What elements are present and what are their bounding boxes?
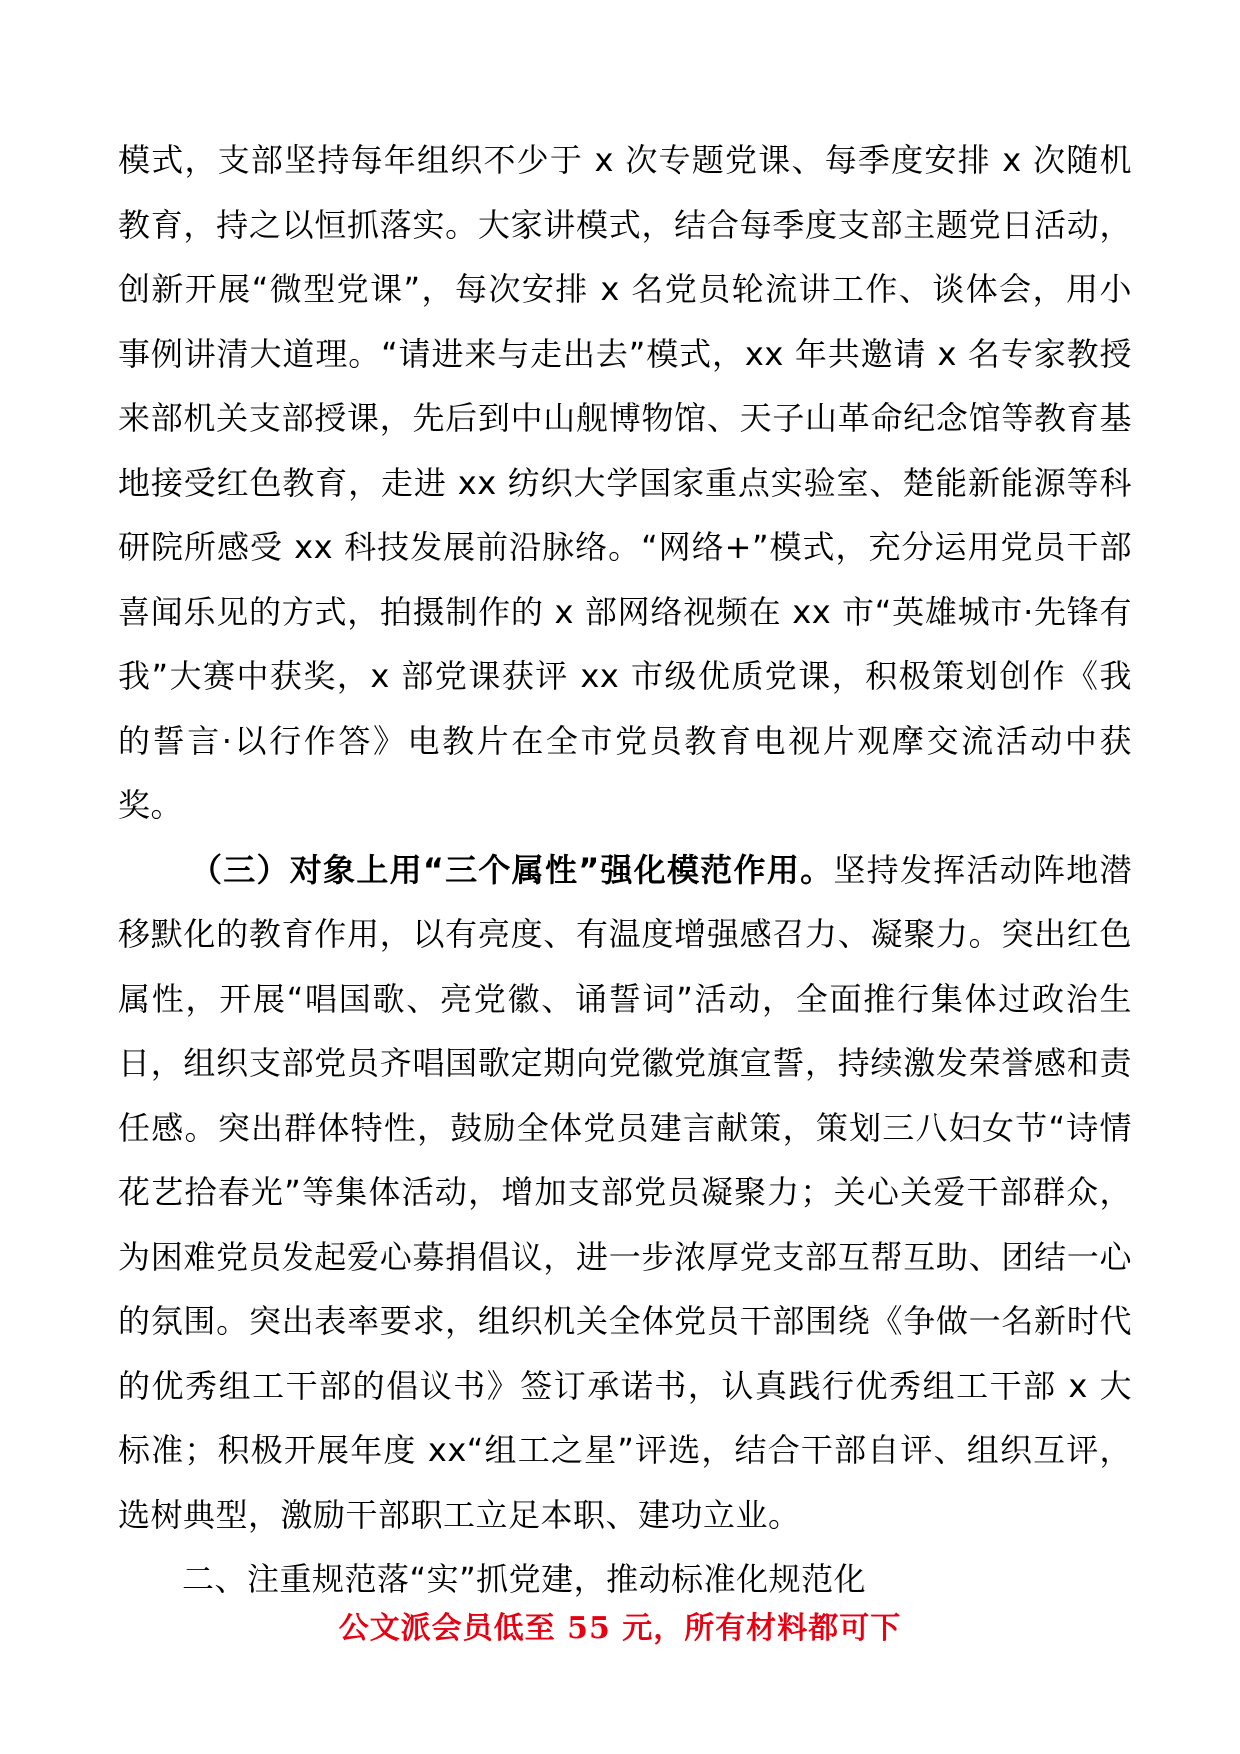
document-body [118, 128, 1132, 1612]
paragraph-education-modes: 模式，支部坚持每年组织不少于 x 次专题党课、每季度安排 x 次随机教育，持之以恒抓落实。大家讲模式，结合每季度支部主题党日活动，创新开展“微型党课”，每次安排 x 名党员轮流讲工作、谈体会，用小事例讲清大道理。“请进来与走出去”模式，xx 年共邀请 x 名专家教授来部机关支部授课，先后到中山舰博物馆、天子山革命纪念馆等教育基地接受红色教育，走进 xx 纺织大学国家重点实验室、楚能新能源等科研院所感受 xx 科技发展前沿脉络。“网络+”模式，充分运用党员干部喜闻乐见的方式，拍摄制作的 x 部网络视频在 xx 市“英雄城市·先锋有我”大赛中获奖，x 部党课获评 xx 市级优质党课，积极策划创作《我的誓言·以行作答》电教片在全市党员教育电视片观摩交流活动中获奖。 [118, 141, 1132, 824]
section-heading: 二、注重规范落“实”抓党建，推动标准化规范化 [182, 1560, 867, 1598]
paragraph-three-attributes-body: 坚持发挥活动阵地潜移默化的教育作用，以有亮度、有温度增强感召力、凝聚力。突出红色属性，开展“唱国歌、亮党徽、诵誓词”活动，全面推行集体过政治生日，组织支部党员齐唱国歌定期向党徽党旗宣誓，持续激发荣誉感和责任感。突出群体特性，鼓励全体党员建言献策，策划三八妇女节“诗情花艺拾春光”等集体活动，增加支部党员凝聚力；关心关爱干部群众，为困难党员发起爱心募捐倡议，进一步浓厚党支部互帮互助、团结一心的氛围。突出表率要求，组织机关全体党员干部围绕《争做一名新时代的优秀组工干部的倡议书》签订承诺书，认真践行优秀组工干部 x 大标准；积极开展年度 xx“组工之星”评选，结合干部自评、组织互评，选树典型，激励干部职工立足本职、建功立业。 [118, 850, 1132, 1534]
footer-advertisement: 公文派会员低至 55 元，所有材料都可下 [338, 1611, 902, 1646]
paragraph-three-attributes [118, 838, 1132, 1548]
subsection-heading: （三）对象上用“三个属性”强化模范作用。 [190, 850, 834, 889]
